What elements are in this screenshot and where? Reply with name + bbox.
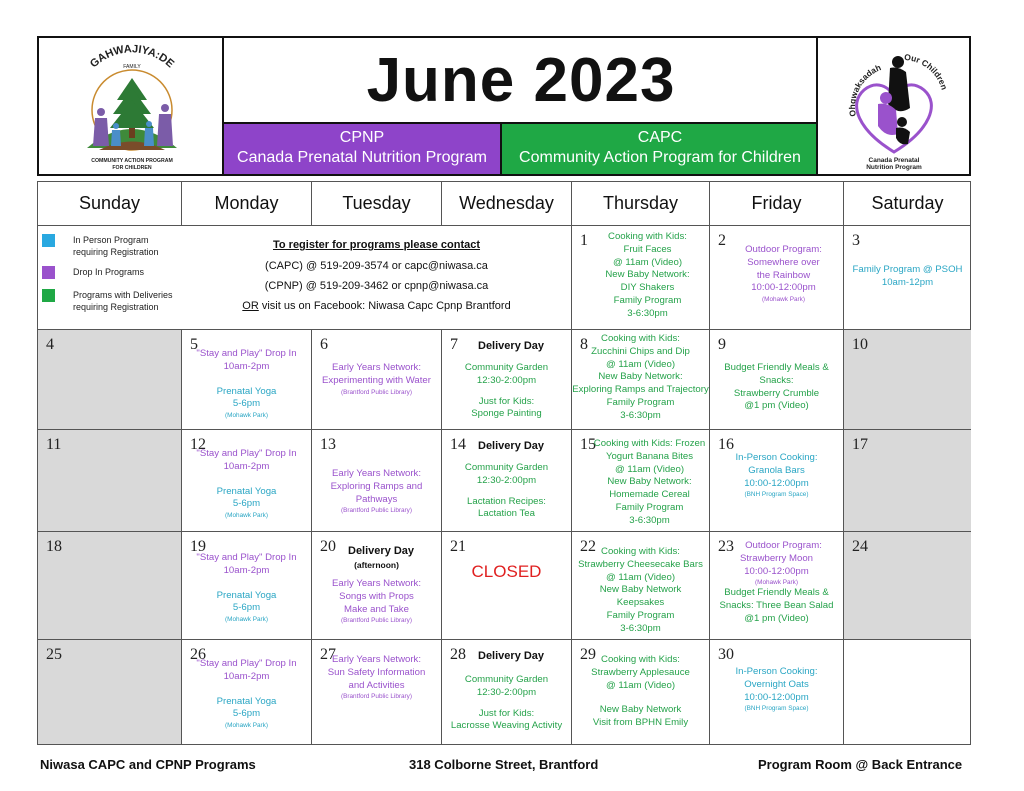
day-events: [312, 654, 441, 701]
day-events: [710, 244, 843, 304]
registration-heading: To register for programs please contact: [272, 239, 481, 251]
event-line: Early Years Network:: [331, 654, 422, 665]
event-line: New Baby Network:: [607, 476, 692, 488]
day-events: [572, 231, 709, 321]
event-line: Cooking with Kids:: [601, 333, 680, 344]
day-cell-19: [182, 532, 312, 640]
month-title-box: [224, 38, 818, 124]
day-events: [442, 674, 571, 733]
day-number: 4: [46, 336, 54, 353]
event-line: 10am-2pm: [223, 360, 270, 372]
logo-right-arc-right: Our Children: [903, 51, 950, 91]
event-line: (BNH Program Space): [744, 705, 809, 713]
event-line: Granola Bars: [748, 464, 805, 476]
event-line: 3-6:30pm: [620, 409, 661, 421]
event-line: (Brantford Public Library): [340, 507, 413, 515]
day-cell-23: [710, 532, 844, 640]
event-line: (Mohawk Park): [225, 722, 268, 730]
day-number: 3: [852, 232, 860, 249]
event-line: 10:00-12:00pm: [751, 282, 816, 294]
event-line: @ 11am (Video): [614, 463, 685, 475]
event-line: Just for Kids:: [478, 707, 535, 719]
dow-tuesday: Tuesday: [312, 182, 442, 226]
event-line: Prenatal Yoga: [216, 589, 277, 601]
event-line: Exploring Ramps and Pathways: [330, 480, 423, 505]
event-line: (Mohawk Park): [225, 512, 268, 520]
day-number: 7: [450, 336, 458, 353]
event-line: 12:30-2:00pm: [476, 686, 537, 698]
event-line: Songs with Props: [339, 590, 414, 602]
logo-right-arc-left: Ohgwaksadah: [847, 62, 883, 118]
day-number: 25: [46, 646, 62, 663]
event-line: Lactation Tea: [478, 508, 535, 520]
event-line: Cooking with Kids:: [608, 231, 687, 242]
day-number: 21: [450, 538, 466, 555]
ohgwaksadah-logo: [816, 38, 969, 174]
event-line: @1 pm (Video): [744, 612, 809, 624]
logo-caption-line1: COMMUNITY ACTION PROGRAM: [91, 158, 173, 164]
event-line: 10:00-12:00pm: [744, 565, 809, 577]
event-line: 10am-2pm: [223, 670, 270, 682]
event-line: Snacks: Three Bean Salad: [719, 600, 834, 612]
day-cell-6: [312, 330, 442, 430]
day-events: [572, 654, 709, 730]
event-line: Visit from BPHN Emily: [592, 717, 689, 729]
calendar-grid: [37, 181, 971, 745]
day-cell-1: [572, 226, 710, 330]
event-line: 5-6pm: [232, 398, 261, 410]
event-line: Family Program: [606, 396, 675, 408]
event-line: "Stay and Play" Drop In: [196, 348, 297, 359]
registration-info-cell: [182, 226, 572, 330]
registration-facebook: [182, 297, 571, 316]
legend-text: In Person Program: [73, 235, 149, 245]
day-events: [844, 264, 971, 290]
event-line: 3-6:30pm: [620, 622, 661, 634]
day-number: 22: [580, 538, 596, 555]
event-line: Community Garden: [464, 362, 549, 373]
day-number: 26: [190, 646, 206, 663]
day-number: 8: [580, 336, 588, 353]
day-cell-22: [572, 532, 710, 640]
event-line: Homemade Cereal: [609, 489, 690, 501]
day-cell-7: [442, 330, 572, 430]
day-events: [182, 448, 311, 520]
legend-item-deliveries: [42, 289, 173, 313]
day-number: 2: [718, 232, 726, 249]
day-number: 10: [852, 336, 868, 353]
event-line: Experimenting with Water: [322, 374, 431, 386]
event-line: (Mohawk Park): [225, 412, 268, 420]
logo-family-text: FAMILY: [123, 64, 141, 70]
gahwajiyade-logo-image: [39, 38, 224, 174]
event-line: Lacrosse Weaving Activity: [450, 720, 563, 732]
delivery-day-sublabel: (afternoon): [354, 560, 399, 570]
day-events: [710, 362, 843, 413]
month-title: June 2023: [366, 45, 676, 115]
event-line: (Mohawk Park): [225, 616, 268, 624]
day-cell-15: [572, 430, 710, 532]
day-cell-5: [182, 330, 312, 430]
delivery-day-label: Delivery Day: [348, 545, 415, 557]
event-line: Lactation Recipes:: [467, 495, 546, 507]
event-line: Somewhere over: [747, 256, 820, 268]
legend-swatch-purple: [42, 266, 55, 279]
capc-name: Community Action Program for Children: [519, 149, 801, 166]
day-number: 15: [580, 436, 596, 453]
day-events: [312, 468, 441, 515]
event-line: Cooking with Kids:: [601, 654, 680, 665]
legend-text: Programs with Deliveries: [73, 290, 173, 300]
day-events: [572, 438, 709, 528]
day-cell-29: [572, 640, 710, 744]
day-number: 27: [320, 646, 336, 663]
day-events: [710, 666, 843, 713]
day-number: 16: [718, 436, 734, 453]
event-line: (Mohawk Park): [762, 296, 805, 304]
day-events: [710, 452, 843, 499]
legend-text: Drop In Programs: [73, 267, 145, 277]
day-cell-28: [442, 640, 572, 744]
day-events: [182, 552, 311, 624]
day-number: 24: [852, 538, 868, 555]
event-line: @ 11am (Video): [605, 679, 676, 691]
event-line: Sun Safety Information: [327, 666, 426, 678]
day-number: 19: [190, 538, 206, 555]
event-line: Strawberry Applesauce: [591, 666, 690, 678]
event-line: 12:30-2:00pm: [476, 474, 537, 486]
event-line: Prenatal Yoga: [216, 485, 277, 497]
event-line: Cooking with Kids:: [601, 546, 680, 557]
event-line: Family Program: [613, 294, 682, 306]
event-line: "Stay and Play" Drop In: [196, 552, 297, 563]
event-line: (Brantford Public Library): [340, 617, 413, 625]
calendar-header: [37, 36, 971, 176]
event-line: New Baby Network:: [598, 371, 683, 383]
event-line: the Rainbow: [756, 269, 811, 281]
day-number: 17: [852, 436, 868, 453]
event-line: @ 11am (Video): [605, 571, 676, 583]
event-line: In-Person Cooking:: [735, 452, 818, 463]
event-line: Community Garden: [464, 674, 549, 685]
closed-label: CLOSED: [471, 562, 542, 581]
footer-program-name: Niwasa CAPC and CPNP Programs: [40, 757, 256, 772]
event-line: Strawberry Cheesecake Bars: [578, 558, 703, 570]
day-number: 28: [450, 646, 466, 663]
event-line: 12:30-2:00pm: [476, 374, 537, 386]
day-cell-13: [312, 430, 442, 532]
event-line: Prenatal Yoga: [216, 695, 277, 707]
event-line: 5-6pm: [232, 602, 261, 614]
event-line: In-Person Cooking:: [735, 666, 818, 677]
footer-address: 318 Colborne Street, Brantford: [409, 757, 599, 772]
day-number: 13: [320, 436, 336, 453]
event-line: Sponge Painting: [471, 408, 542, 420]
dow-sunday: Sunday: [38, 182, 182, 226]
event-line: Make and Take: [344, 603, 409, 615]
event-line: Zucchini Chips and Dip: [591, 345, 690, 357]
day-number: 11: [46, 436, 62, 453]
event-line: 5-6pm: [232, 498, 261, 510]
event-line: Overnight Oats: [744, 678, 809, 690]
event-line: (Mohawk Park): [755, 579, 798, 587]
event-line: Budget Friendly Meals & Snacks:: [724, 362, 829, 386]
event-line: 3-6:30pm: [627, 307, 668, 319]
day-cell-3: [844, 226, 971, 330]
event-line: and Activities: [348, 679, 405, 691]
event-line: @ 11am (Video): [612, 256, 683, 268]
day-number: 6: [320, 336, 328, 353]
dow-wednesday: Wednesday: [442, 182, 572, 226]
event-line: Strawberry Moon: [739, 552, 814, 564]
dow-thursday: Thursday: [572, 182, 710, 226]
day-number: 14: [450, 436, 466, 453]
event-line: Community Garden: [464, 462, 549, 473]
event-line: Fruit Faces: [623, 243, 672, 255]
event-line: (Brantford Public Library): [340, 388, 413, 396]
registration-or: OR: [242, 300, 259, 312]
event-line: Outdoor Program:: [745, 244, 822, 255]
day-number: 30: [718, 646, 734, 663]
logo-right-caption-line2: Nutrition Program: [866, 164, 922, 171]
empty-day-cell: [844, 640, 971, 744]
registration-cpnp-contact: (CPNP) @ 519-209-3462 or cpnp@niwasa.ca: [264, 280, 489, 292]
event-line: @ 11am (Video): [605, 358, 676, 370]
day-number: 23: [718, 538, 734, 555]
event-line: "Stay and Play" Drop In: [196, 448, 297, 459]
day-cell-2: [710, 226, 844, 330]
dow-monday: Monday: [182, 182, 312, 226]
logo-right-caption-line1: Canada Prenatal: [868, 157, 920, 164]
logo-caption-line2: FOR CHILDREN: [112, 165, 152, 171]
day-cell-30: [710, 640, 844, 744]
event-line: Family Program: [606, 609, 675, 621]
ohgwaksadah-logo-image: [818, 38, 971, 174]
day-number: 29: [580, 646, 596, 663]
delivery-day-label: Delivery Day: [478, 340, 545, 352]
day-number: 5: [190, 336, 198, 353]
event-line: Budget Friendly Meals &: [724, 587, 829, 599]
registration-capc-contact: (CAPC) @ 519-209-3574 or capc@niwasa.ca: [265, 260, 488, 272]
registration-facebook-text: visit us on Facebook: Niwasa Capc Cpnp Brantford: [258, 300, 511, 312]
day-events: [710, 540, 843, 626]
event-line: DIY Shakers: [620, 282, 675, 294]
day-cell-18: [38, 532, 182, 640]
day-cell-12: [182, 430, 312, 532]
legend-text: requiring Registration: [73, 302, 159, 312]
day-events: [572, 333, 709, 423]
legend-swatch-green: [42, 289, 55, 302]
day-cell-26: [182, 640, 312, 744]
capc-banner: [502, 124, 818, 174]
event-line: Exploring Ramps and Trajectory: [572, 384, 709, 396]
day-events: [182, 658, 311, 730]
event-line: Yogurt Banana Bites: [605, 450, 694, 462]
cpnp-banner: [224, 124, 502, 174]
event-line: New Baby Network:: [605, 269, 690, 281]
day-number: 20: [320, 538, 336, 555]
day-cell-17: [844, 430, 971, 532]
event-line: 5-6pm: [232, 708, 261, 720]
event-line: New Baby Network: [599, 584, 682, 596]
event-line: Strawberry Crumble: [733, 387, 820, 399]
event-line: Prenatal Yoga: [216, 385, 277, 397]
day-events: [312, 578, 441, 625]
day-number: 18: [46, 538, 62, 555]
day-cell-16: [710, 430, 844, 532]
cpnp-acronym: CPNP: [339, 129, 385, 146]
event-line: 3-6:30pm: [629, 514, 670, 526]
day-number: 9: [718, 336, 726, 353]
delivery-day-label: Delivery Day: [478, 440, 545, 452]
event-line: "Stay and Play" Drop In: [196, 658, 297, 669]
day-cell-11: [38, 430, 182, 532]
legend-cell: [38, 226, 182, 330]
day-cell-20: [312, 532, 442, 640]
event-line: Just for Kids:: [478, 395, 535, 407]
legend-item-in-person: [42, 234, 159, 258]
event-line: (Brantford Public Library): [340, 693, 413, 701]
event-line: Early Years Network:: [331, 362, 422, 373]
gahwajiyade-logo: [39, 38, 224, 174]
day-cell-24: [844, 532, 971, 640]
day-events: [572, 546, 709, 636]
day-events: [182, 348, 311, 420]
cpnp-name: Canada Prenatal Nutrition Program: [237, 149, 487, 166]
event-line: 10am-2pm: [223, 460, 270, 472]
delivery-day-label: Delivery Day: [478, 650, 545, 662]
day-events: [442, 462, 571, 521]
event-line: Family Program: [615, 501, 684, 513]
event-line: Early Years Network:: [331, 468, 422, 479]
day-cell-10: [844, 330, 971, 430]
event-line: 10am-12pm: [881, 276, 934, 288]
legend-item-drop-in: [42, 266, 144, 279]
event-line: New Baby Network: [599, 704, 682, 716]
event-line: 10:00-12:00pm: [744, 691, 809, 703]
legend-swatch-blue: [42, 234, 55, 247]
day-events: [442, 362, 571, 421]
event-line: Keepsakes: [616, 597, 665, 609]
day-cell-4: [38, 330, 182, 430]
day-cell-25: [38, 640, 182, 744]
logo-arc-text: GAHWAJIYA:DE: [87, 43, 177, 71]
legend-text: requiring Registration: [73, 247, 159, 257]
dow-saturday: Saturday: [844, 182, 971, 226]
event-line: Cooking with Kids: Frozen: [593, 438, 706, 449]
event-line: Family Program @ PSOH: [852, 264, 963, 275]
dow-friday: Friday: [710, 182, 844, 226]
event-line: Early Years Network:: [331, 578, 422, 589]
day-cell-27: [312, 640, 442, 744]
day-cell-9: [710, 330, 844, 430]
event-line: @1 pm (Video): [744, 400, 809, 412]
day-cell-14: [442, 430, 572, 532]
event-line: Outdoor Program:: [745, 540, 822, 551]
event-line: 10:00-12:00pm: [744, 477, 809, 489]
footer-location: Program Room @ Back Entrance: [758, 757, 963, 772]
day-cell-21: [442, 532, 572, 640]
day-cell-8: [572, 330, 710, 430]
day-number: 1: [580, 232, 588, 249]
event-line: 10am-2pm: [223, 564, 270, 576]
day-events: [312, 362, 441, 397]
event-line: (BNH Program Space): [744, 491, 809, 499]
capc-acronym: CAPC: [637, 129, 683, 146]
day-number: 12: [190, 436, 206, 453]
